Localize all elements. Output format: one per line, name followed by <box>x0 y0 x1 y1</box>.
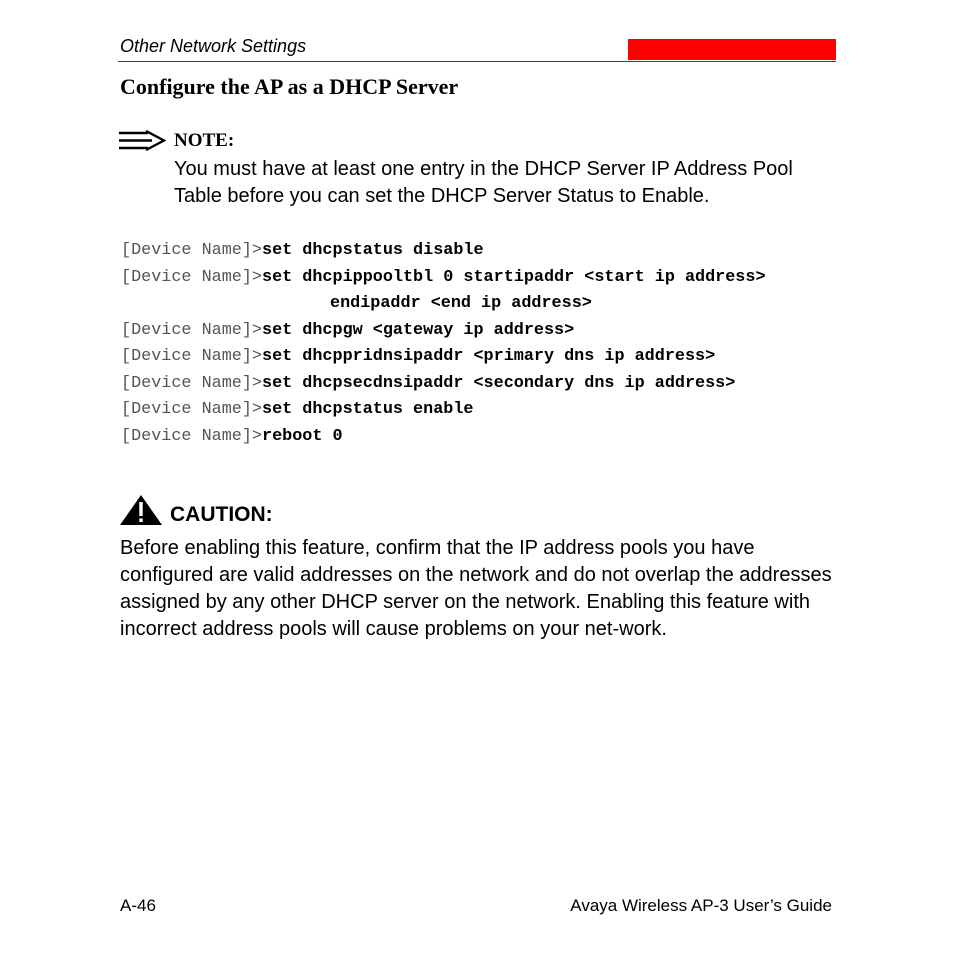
cli-command: set dhcpgw <gateway ip address> <box>262 320 575 340</box>
cli-line-continuation <box>121 291 766 318</box>
cli-prompt: [Device Name]> <box>121 373 262 393</box>
note-text: You must have at least one entry in the DHCP Server IP Address Pool Table before you can set the DHCP Server Status to Enable. <box>174 158 793 207</box>
page-number: A-46 <box>120 896 156 915</box>
cli-line <box>121 371 766 398</box>
cli-prompt: [Device Name]> <box>121 267 262 287</box>
cli-line <box>121 238 766 265</box>
guide-title: Avaya Wireless AP-3 User’s Guide <box>570 896 832 915</box>
cli-line <box>121 344 766 371</box>
cli-command: set dhcpstatus disable <box>262 241 484 260</box>
caution-text: Before enabling this feature, confirm that the IP address pools you have configured are valid addresses on the network and do not overlap the addresses assigned by any other DHCP server on the network. Enabling this feature with incorrect address pools will cause problems on your net-work. <box>120 537 832 640</box>
note-arrow-icon <box>118 130 166 157</box>
warning-triangle-icon <box>119 494 163 531</box>
header-accent-bar <box>628 39 836 60</box>
cli-prompt: [Device Name]> <box>121 347 262 366</box>
cli-prompt: [Device Name]> <box>121 400 262 419</box>
cli-line <box>121 397 766 424</box>
cli-command: reboot 0 <box>262 426 343 446</box>
cli-prompt: [Device Name]> <box>121 241 262 260</box>
cli-line <box>121 424 766 451</box>
cli-command-block <box>121 238 766 450</box>
cli-line <box>121 265 766 292</box>
cli-line <box>121 318 766 345</box>
cli-prompt: [Device Name]> <box>121 426 262 446</box>
cli-command: endipaddr <end ip address> <box>330 294 592 313</box>
caution-label: CAUTION: <box>170 503 273 526</box>
cli-command: set dhcpstatus enable <box>262 400 474 419</box>
header-rule <box>118 61 836 62</box>
cli-prompt: [Device Name]> <box>121 320 262 340</box>
header-section-title: Other Network Settings <box>120 36 307 56</box>
note-label: NOTE: <box>174 130 235 151</box>
cli-command: set dhcppridnsipaddr <primary dns ip address> <box>262 347 716 366</box>
cli-command: set dhcpippooltbl 0 startipaddr <start ip address> <box>262 267 766 287</box>
section-heading: Configure the AP as a DHCP Server <box>120 74 459 99</box>
cli-command: set dhcpsecdnsipaddr <secondary dns ip address> <box>262 373 736 393</box>
